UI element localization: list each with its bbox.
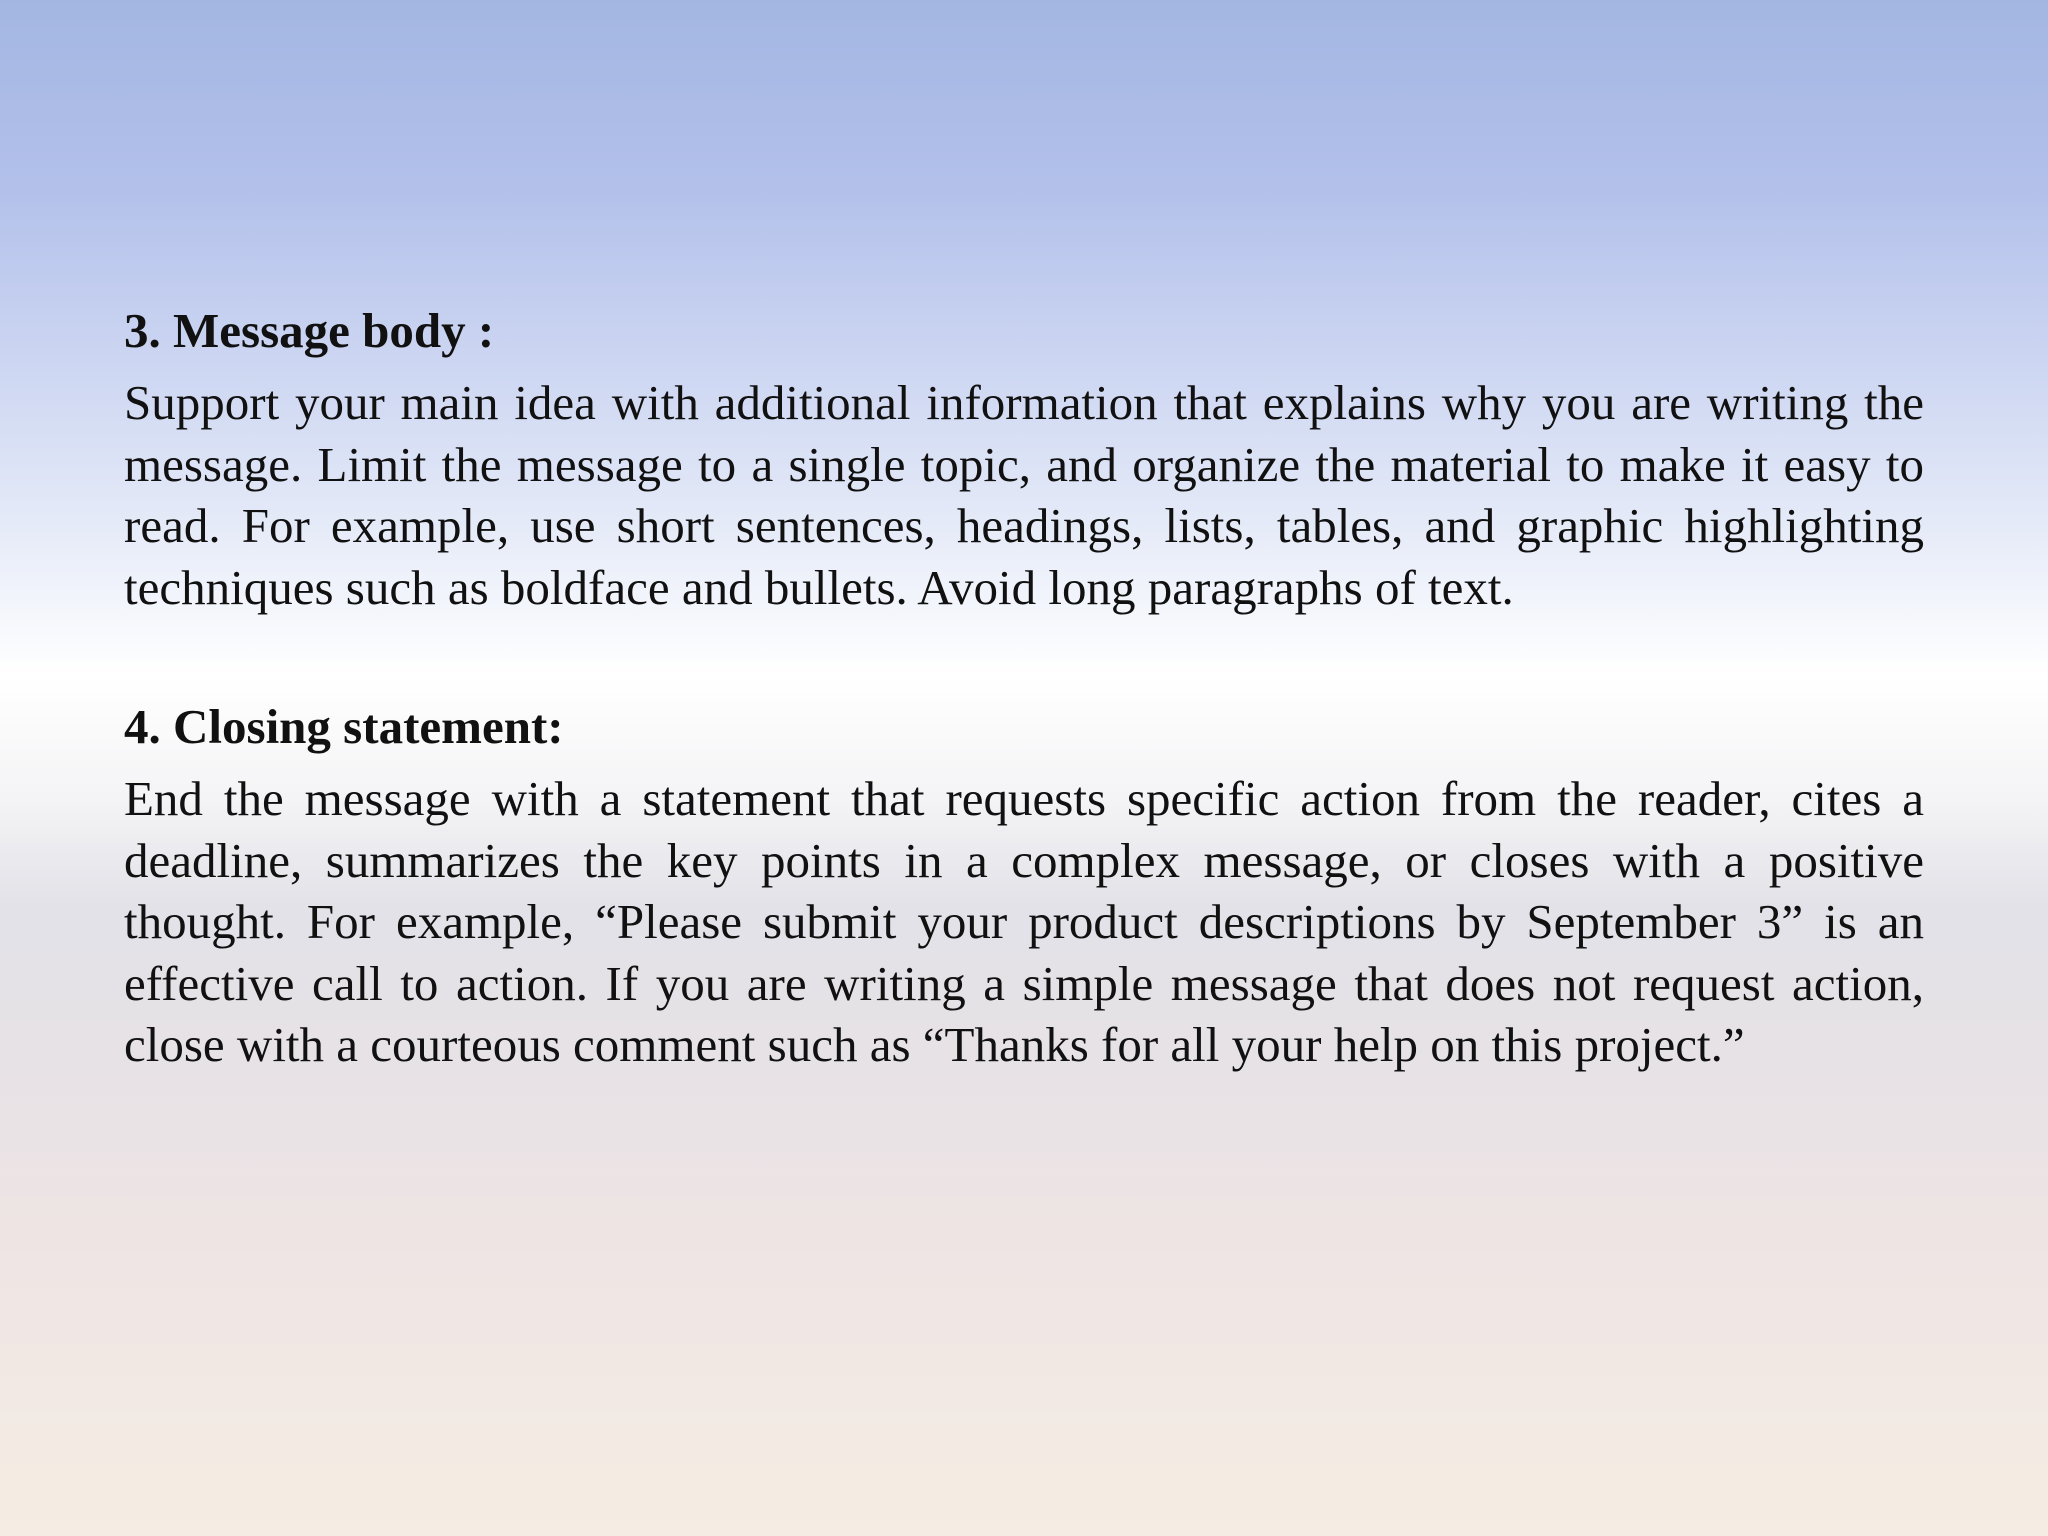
section-paragraph: Support your main idea with additional information that explains why you are writing the message. Limit the message to a single topic, and organize the material to make it easy to read. For example, use short sentences, headings, lists, tables, and graphic highlighting techniques such as boldface and bullets. Avoid long paragraphs of text. (124, 375, 1924, 615)
slide-content (124, 300, 1924, 1076)
section-paragraph: End the message with a statement that requests specific action from the reader, cites a deadline, summarizes the key points in a complex message, or closes with a positive thought. For example, “Please submit your product descriptions by September 3” is an effective call to action. If you are writing a simple message that does not request action, close with a courteous comment such as “Thanks for all your help on this project.” (124, 771, 1924, 1072)
section-message-body (124, 300, 1924, 618)
section-heading: 4. Closing statement: (124, 699, 564, 754)
section-heading: 3. Message body : (124, 303, 495, 358)
section-closing-statement (124, 696, 1924, 1076)
